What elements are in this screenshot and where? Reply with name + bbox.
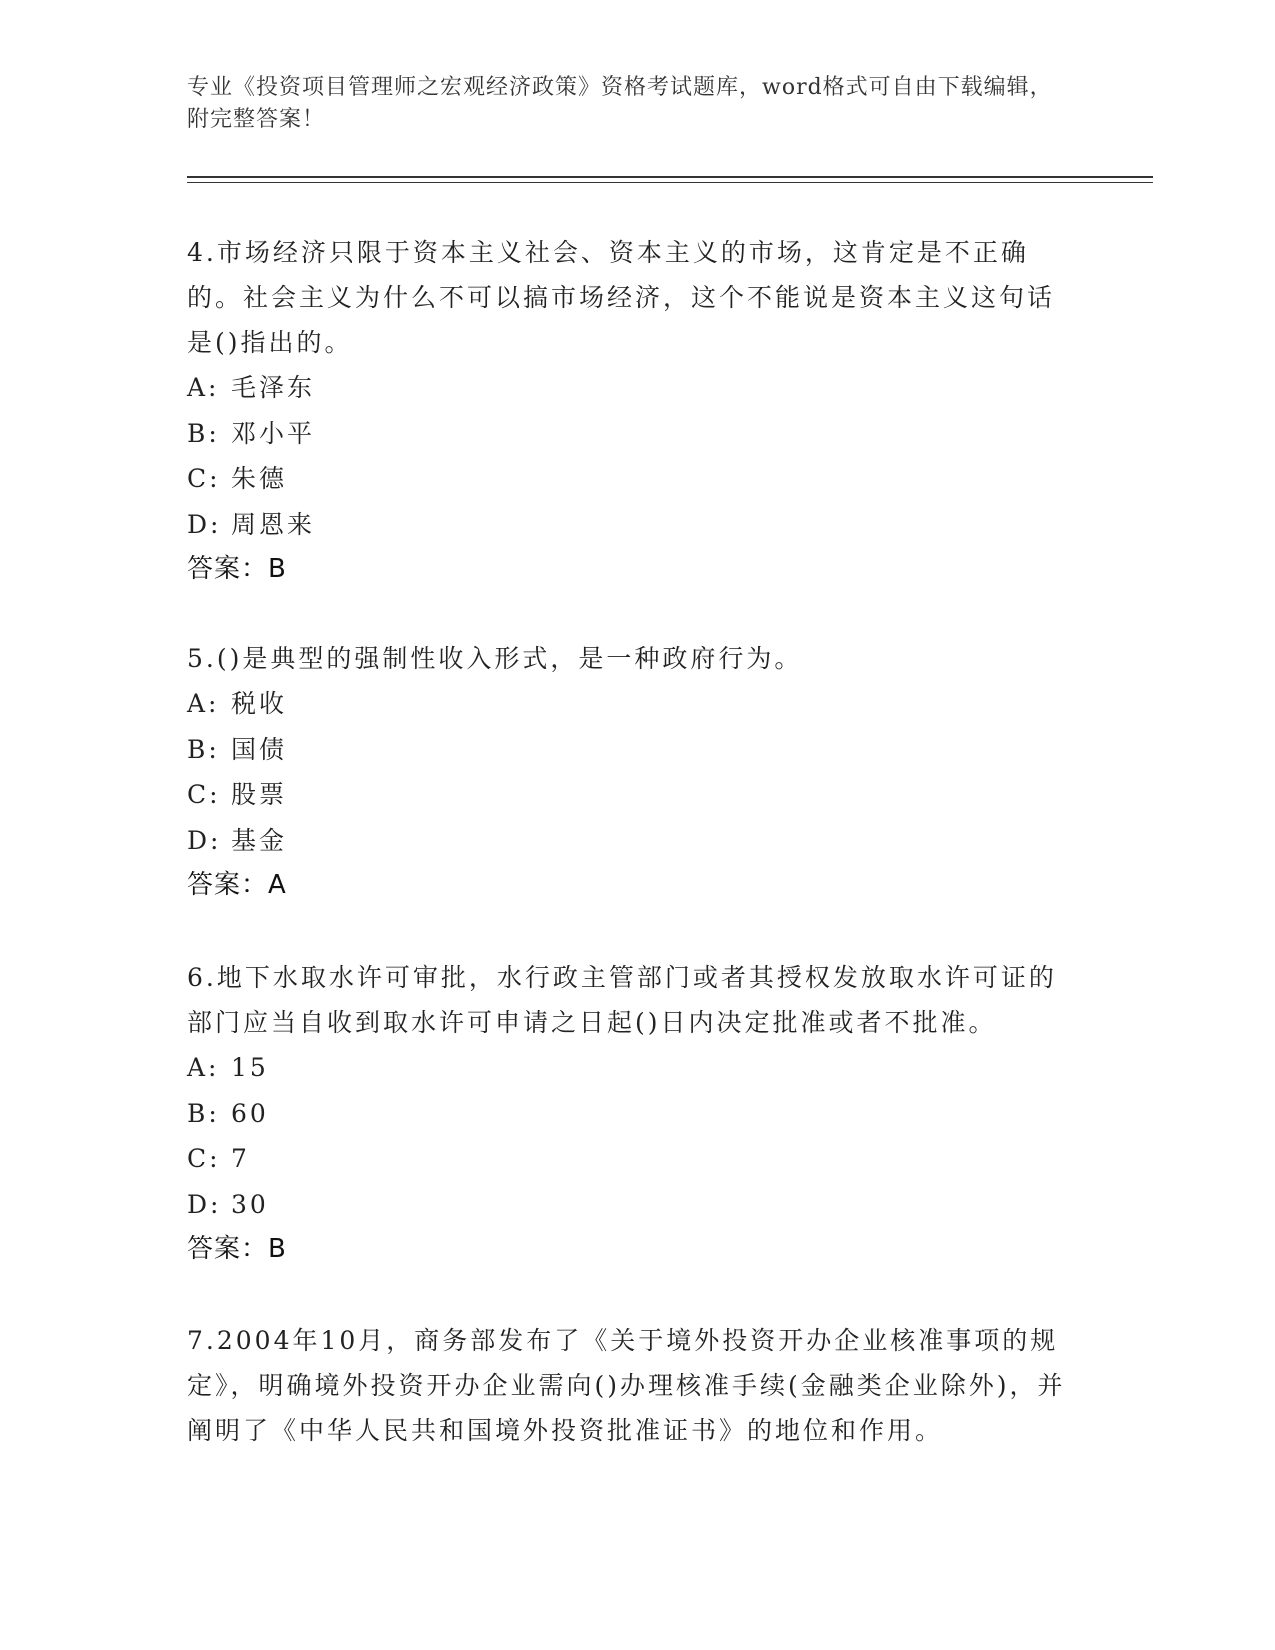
option-letter: D: [187,1189,222,1219]
header-divider-thin [187,182,1153,183]
question-5 [187,636,1087,908]
header-divider-thick [187,176,1153,178]
option-c [187,456,1087,502]
option-text: 国债 [231,734,288,764]
option-letter: A: [187,1053,220,1082]
option-d [187,818,1087,864]
option-b [187,1091,1087,1137]
option-letter: D: [187,825,222,855]
option-d [187,1182,1087,1228]
option-text: 60 [231,1098,269,1128]
question-stem: 4.市场经济只限于资本主义社会、资本主义的市场，这肯定是不正确的。社会主义为什么不可以搞市场经济，这个不能说是资本主义这句话是()指出的。 [187,238,1056,357]
question-stem: 6.地下水取水许可审批，水行政主管部门或者其授权发放取水许可证的部门应当自收到取水许可申请之日起()日内决定批准或者不批准。 [187,963,1057,1037]
option-text: 股票 [231,780,288,809]
answer-label: 答案：A [187,870,287,900]
option-text: 15 [231,1053,269,1082]
question-4 [187,230,1087,592]
option-text: 朱德 [231,464,288,493]
option-letter: C: [187,464,221,493]
option-text: 邓小平 [231,418,316,448]
option-letter: B: [187,734,220,764]
option-letter: D: [187,509,222,539]
option-text: 7 [231,1144,250,1173]
answer-label: 答案：B [187,1234,287,1264]
option-b [187,727,1087,773]
option-c [187,772,1087,818]
option-letter: A: [187,373,220,402]
option-letter: C: [187,1144,221,1173]
option-d [187,502,1087,548]
question-7 [187,1318,1087,1453]
option-letter: B: [187,1098,220,1128]
option-letter: C: [187,780,221,809]
option-letter: B: [187,418,220,448]
option-a [187,681,1087,727]
option-c [187,1136,1087,1182]
question-stem: 7.2004年10月，商务部发布了《关于境外投资开办企业核准事项的规定》，明确境外投资开办企业需向()办理核准手续(金融类企业除外)，并阐明了《中华人民共和国境外投资批准证书》的地位和作用。 [187,1326,1066,1445]
option-b [187,411,1087,457]
option-text: 周恩来 [231,509,316,539]
question-stem: 5.()是典型的强制性收入形式，是一种政府行为。 [187,644,803,673]
document-header: 专业《投资项目管理师之宏观经济政策》资格考试题库，word格式可自由下载编辑，附完整答案！ [187,75,1053,132]
option-a [187,365,1087,411]
option-a [187,1045,1087,1091]
option-letter: A: [187,689,220,718]
option-text: 毛泽东 [231,373,316,402]
question-6 [187,955,1087,1272]
answer-label: 答案：B [187,554,287,584]
option-text: 30 [231,1189,269,1219]
option-text: 基金 [231,825,288,855]
option-text: 税收 [231,689,288,718]
